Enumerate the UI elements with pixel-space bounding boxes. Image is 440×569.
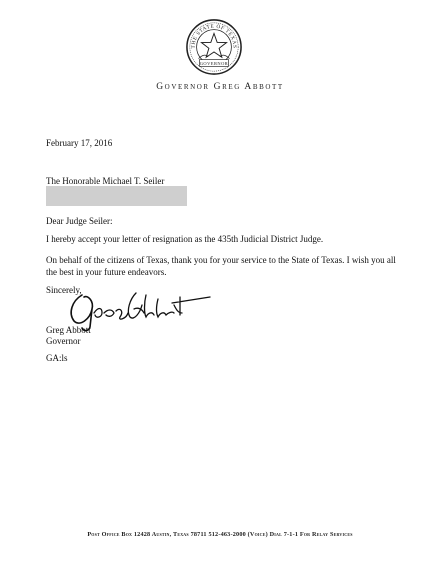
seal-banner-text: GOVERNOR	[199, 60, 229, 66]
signer-name: Greg Abbott	[46, 325, 91, 335]
body-paragraph-2: On behalf of the citizens of Texas, thank you for your service to the State of Texas. I wish you all the best in your future endeavors.	[46, 255, 396, 277]
redacted-address-block	[46, 186, 187, 206]
svg-text:THE STATE OF TEXAS	[191, 24, 238, 49]
footer-contact-line: Post Office Box 12428 Austin, Texas 78711 512-463-2000 (Voice) Dial 7-1-1 For Relay Services	[87, 531, 353, 538]
body-paragraph-1: I hereby accept your letter of resignation as the 435th Judicial District Judge.	[46, 234, 324, 244]
salutation: Dear Judge Seiler:	[46, 216, 113, 226]
letter-date: February 17, 2016	[46, 138, 113, 148]
recipient-name: The Honorable Michael T. Seiler	[46, 176, 165, 186]
closing: Sincerely,	[46, 285, 82, 295]
texas-state-seal-icon	[185, 18, 243, 76]
letterhead-title: Governor Greg Abbott	[156, 82, 284, 92]
typist-initials: GA:ls	[46, 353, 68, 363]
seal-text: THE STATE OF TEXAS	[190, 23, 238, 49]
signer-title: Governor	[46, 336, 81, 346]
